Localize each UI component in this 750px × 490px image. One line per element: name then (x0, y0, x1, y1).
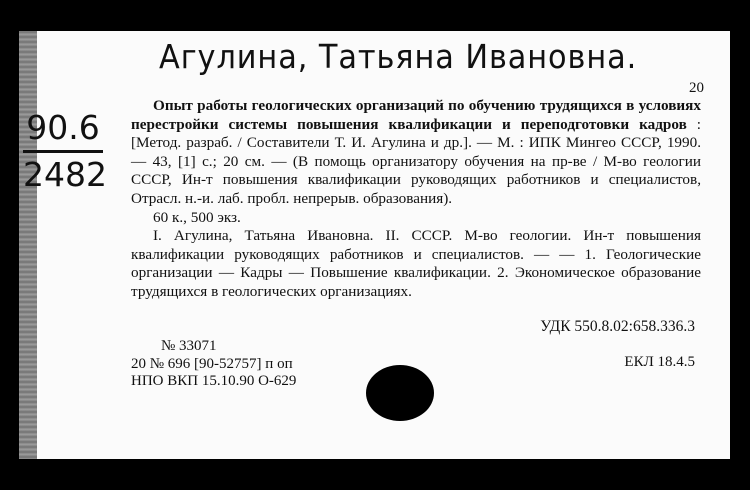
footer-line-3: НПО ВКП 15.10.90 О-629 (131, 373, 297, 389)
udk-code: УДК 550.8.02:658.336.3 (540, 318, 695, 335)
description-text: : [Метод. разраб. / Составители Т. И. Агулина и др.]. — М. : ИПК Мингео СССР, 1990. — 43, [1] с.; 20 см. — (В помощь организатору обучения на пр-ве / М-во геологии СССР, Ин-т повышения квалификации руководящих работников и специалистов, Отрасл. н.-и. лаб. пробл. непрерыв. образования). (131, 115, 701, 207)
footer-line-1: № 33071 (161, 338, 217, 354)
bibliographic-description (131, 97, 701, 209)
tracings: I. Агулина, Татьяна Ивановна. II. СССР. М-во геологии. Ин-т повышения квалификации руководящих работников и специалистов. — — 1. Геологические организации — Кадры — Повышение квалификации. 2. Экономическое образование трудящихся в геологических организациях. (131, 227, 701, 300)
page-number: 20 (689, 80, 704, 96)
card-footer (131, 338, 296, 391)
scan-edge (19, 31, 37, 459)
ekl-code: ЕКЛ 18.4.5 (624, 354, 695, 370)
handwritten-author: Агулина, Татьяна Ивановна. (159, 37, 638, 76)
title-bold: Опыт работы геологических организаций по обучению трудящихся в условиях перестройки системы повышения квалификации и переподготовки кадров (131, 97, 701, 133)
shelfmark (23, 108, 107, 195)
shelfmark-top: 90.6 (26, 108, 100, 147)
copies: 60 к., 500 экз. (153, 208, 241, 226)
card-body (131, 97, 701, 302)
catalog-card (19, 31, 730, 459)
shelfmark-divider (23, 150, 103, 153)
shelfmark-bottom: 2482 (23, 155, 107, 194)
ink-blot (366, 365, 434, 421)
footer-line-2: 20 № 696 [90-52757] п оп (131, 355, 293, 372)
